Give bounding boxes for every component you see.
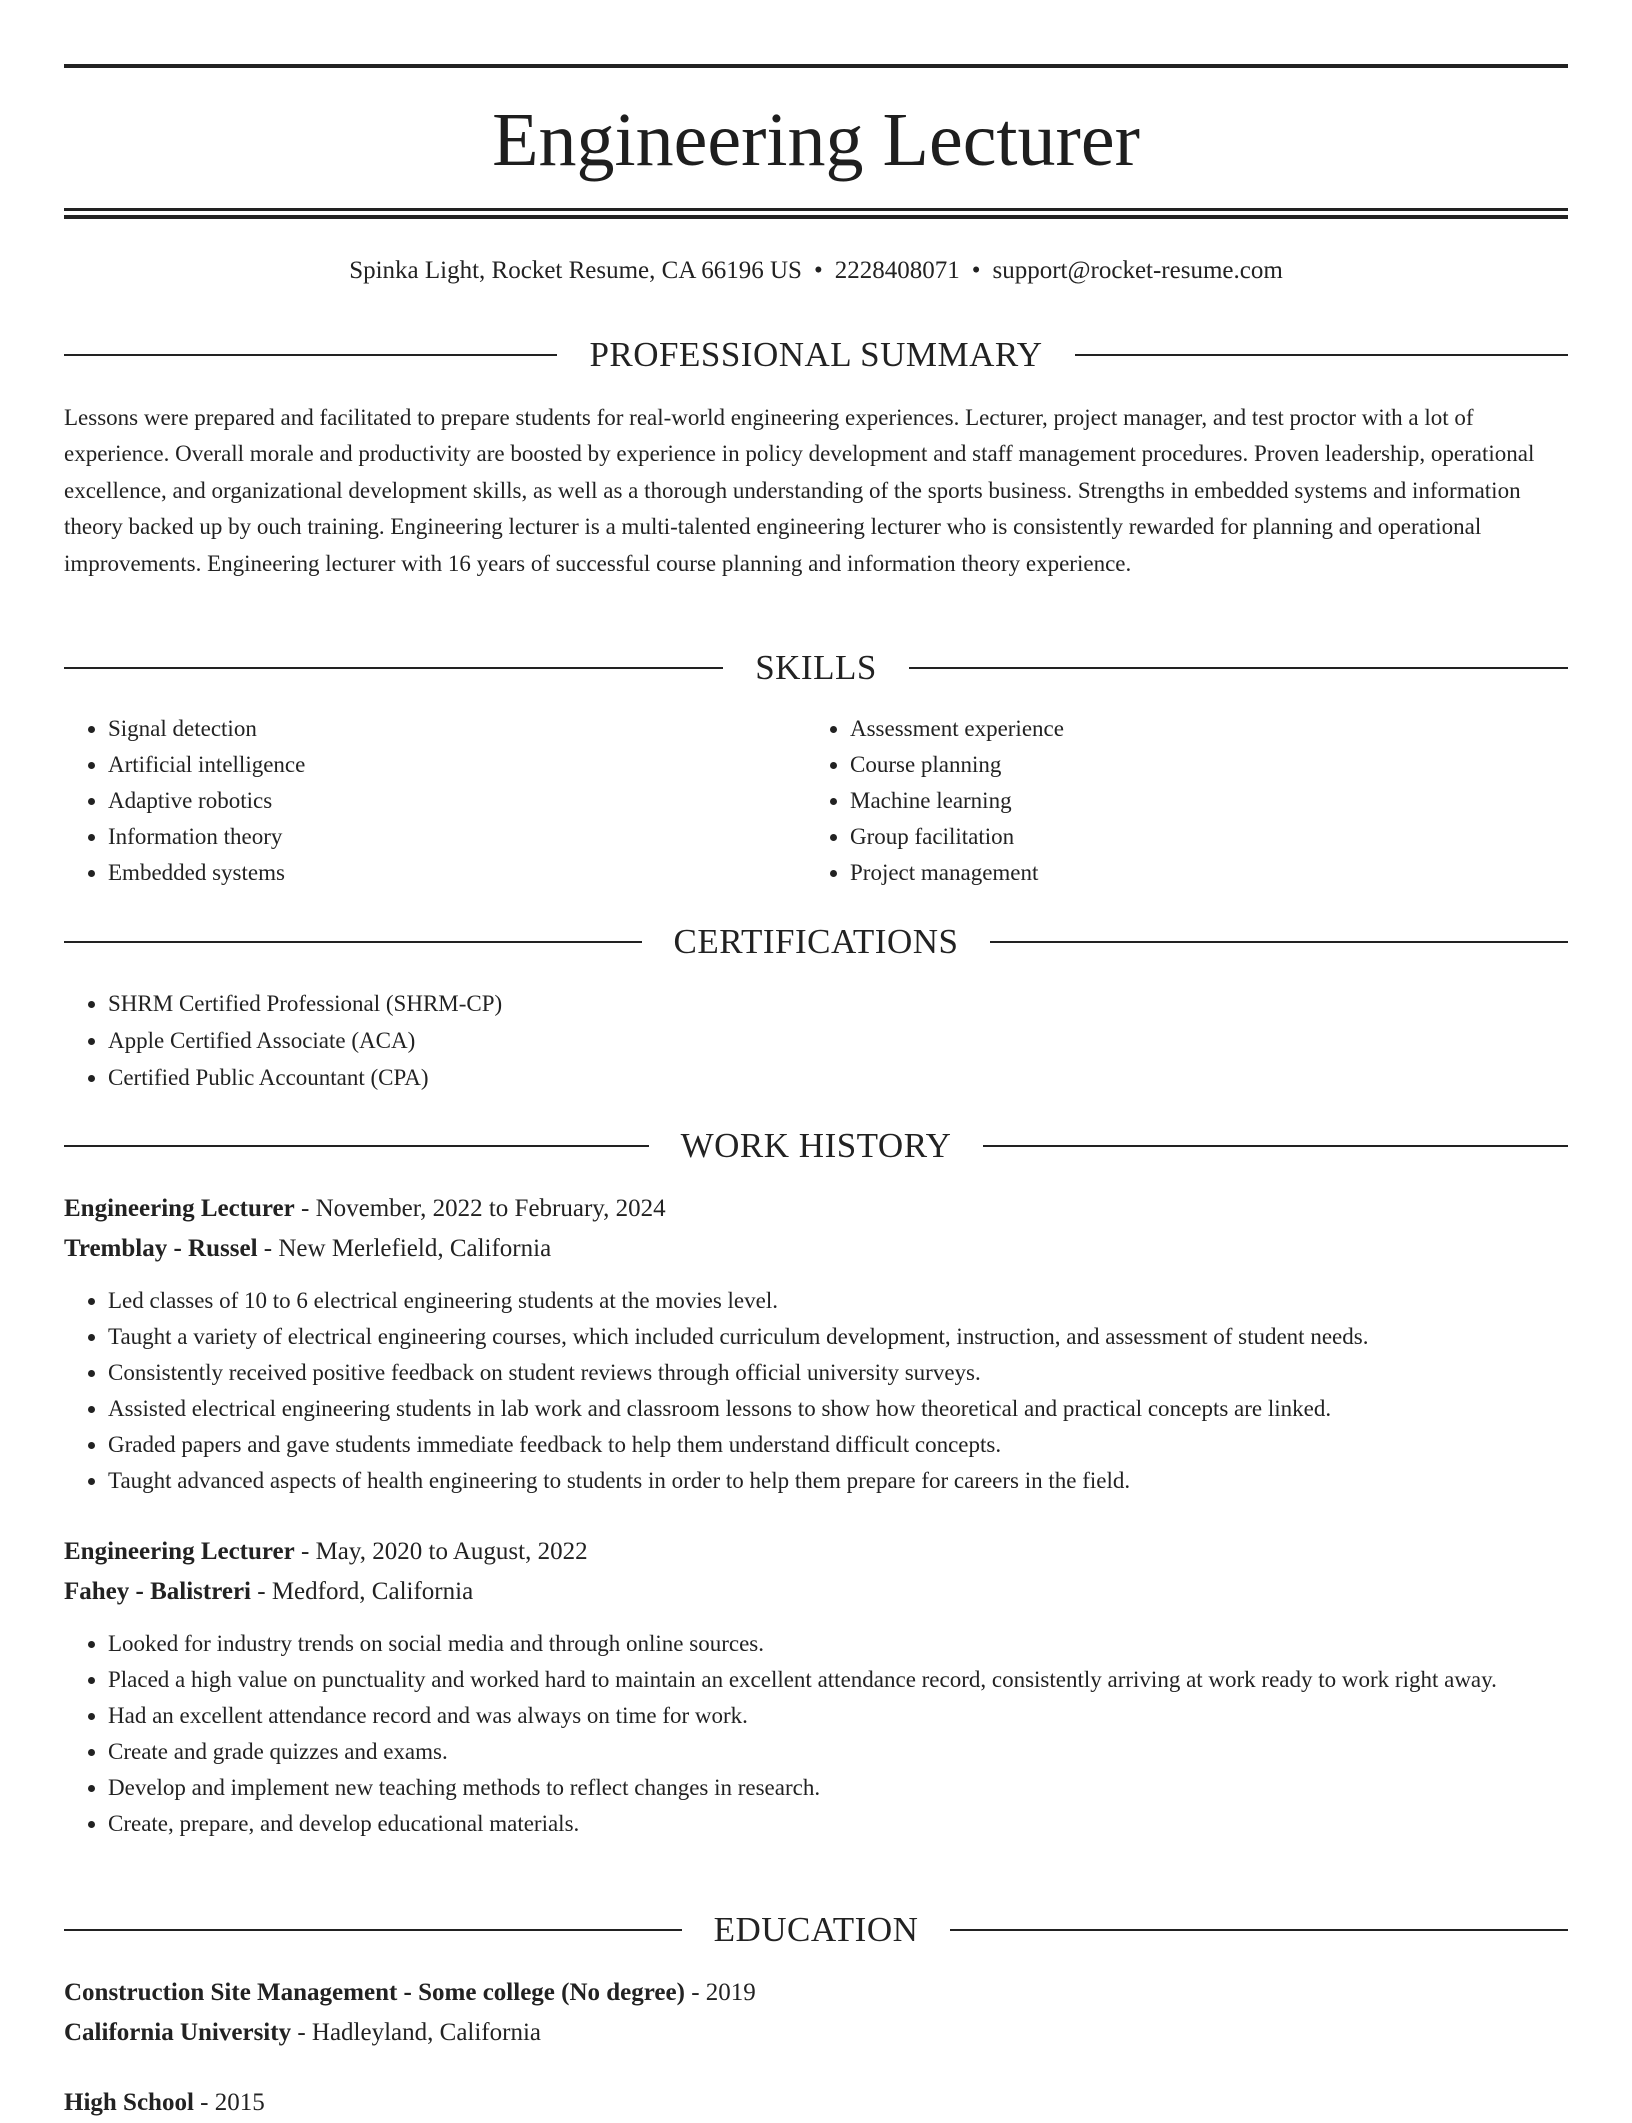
job-bullets — [64, 1283, 1568, 1499]
top-rule — [64, 64, 1568, 68]
section-title: EDUCATION — [713, 1910, 919, 1949]
section-rule — [909, 667, 1568, 669]
education-year: 2019 — [705, 1979, 756, 2006]
job-bullet: • Create and grade quizzes and exams. — [108, 1734, 1568, 1770]
contact-email: support@rocket-resume.com — [992, 257, 1283, 284]
section-header-work — [64, 1121, 1568, 1171]
education-entry — [64, 2083, 1568, 2123]
skill-item: • Artificial intelligence — [108, 747, 764, 783]
skill-item: • Signal detection — [108, 711, 764, 747]
job-bullet: • Graded papers and gave students immediate feedback to help them understand difficult concepts. — [108, 1427, 1568, 1463]
joiner: - — [193, 2089, 215, 2116]
job-employer — [64, 1572, 1568, 1612]
section-rule — [983, 1145, 1568, 1147]
contact-separator: • — [813, 257, 823, 284]
job-heading — [64, 1532, 1568, 1572]
contact-address: Spinka Light, Rocket Resume, CA 66196 US — [349, 257, 802, 284]
section-header-summary — [64, 330, 1568, 380]
section-rule — [1075, 354, 1568, 356]
job-bullet: • Create, prepare, and develop educational materials. — [108, 1806, 1568, 1842]
skills-list — [64, 711, 764, 891]
summary-text: Lessons were prepared and facilitated to prepare students for real-world engineering experiences. Lecturer, project manager, and test proctor with a lot of experience. Overall morale and productivity are boosted by experience in policy development and staff management procedures. Proven leadership, operational excellence, and organizational development skills, as well as a thorough understanding of the sports business. Strengths in embedded systems and information theory backed up by ouch training. Engineering lecturer is a multi-talented engineering lecturer who is consistently rewarded for planning and operational improvements. Engineering lecturer with 16 years of successful course planning and information theory experience. — [64, 405, 1535, 576]
job-bullet: • Looked for industry trends on social media and through online sources. — [108, 1626, 1568, 1662]
contact-phone: 2228408071 — [834, 257, 960, 284]
joiner: - — [291, 2019, 312, 2046]
section-title: WORK HISTORY — [680, 1126, 952, 1165]
education-heading — [64, 2083, 1568, 2123]
section-rule — [64, 354, 557, 356]
section-rule — [64, 667, 723, 669]
section-header-certifications — [64, 917, 1568, 967]
section-rule — [990, 941, 1568, 943]
candidate-title: Engineering Lecturer — [492, 98, 1140, 182]
job-role: Engineering Lecturer — [64, 1195, 295, 1222]
job-bullet: • Placed a high value on punctuality and worked hard to maintain an excellent attendance record, consistently arriving at work ready to work right away. — [108, 1662, 1568, 1698]
job-heading — [64, 1189, 1568, 1229]
joiner: - — [257, 1235, 279, 1262]
job-role: Engineering Lecturer — [64, 1538, 295, 1565]
certification-item: • Apple Certified Associate (ACA) — [108, 1022, 1568, 1059]
skill-item: • Embedded systems — [108, 855, 764, 891]
education-entry — [64, 1973, 1568, 2053]
section-title: PROFESSIONAL SUMMARY — [589, 335, 1043, 374]
education-year: 2015 — [214, 2089, 265, 2116]
section-rule — [64, 941, 642, 943]
skill-item: • Course planning — [850, 747, 1506, 783]
section-rule — [950, 1929, 1568, 1931]
skills-column-right — [806, 711, 1506, 891]
education-degree: Construction Site Management - Some college (No degree) — [64, 1979, 685, 2006]
job-bullet: • Taught advanced aspects of health engineering to students in order to help them prepare for careers in the field. — [108, 1463, 1568, 1499]
job-dates: November, 2022 to February, 2024 — [315, 1195, 666, 1222]
certifications-list — [64, 985, 1568, 1096]
joiner: - — [684, 1979, 706, 2006]
certification-item: • Certified Public Accountant (CPA) — [108, 1059, 1568, 1096]
contact-line — [64, 252, 1568, 290]
section-rule — [64, 1929, 682, 1931]
skill-item: • Information theory — [108, 819, 764, 855]
job-bullet: • Taught a variety of electrical engineering courses, which included curriculum development, instruction, and assessment of student needs. — [108, 1319, 1568, 1355]
skill-item: • Group facilitation — [850, 819, 1506, 855]
job-dates: May, 2020 to August, 2022 — [315, 1538, 588, 1565]
certification-item: • SHRM Certified Professional (SHRM-CP) — [108, 985, 1568, 1022]
job-bullet: • Develop and implement new teaching methods to reflect changes in research. — [108, 1770, 1568, 1806]
job-bullet: • Had an excellent attendance record and was always on time for work. — [108, 1698, 1568, 1734]
job-company: Fahey - Balistreri — [64, 1578, 251, 1605]
joiner: - — [251, 1578, 272, 1605]
job-bullet: • Assisted electrical engineering students in lab work and classroom lessons to show how theoretical and practical concepts are linked. — [108, 1391, 1568, 1427]
section-rule — [64, 1145, 649, 1147]
skill-item: • Machine learning — [850, 783, 1506, 819]
skills-list — [806, 711, 1506, 891]
job-location: Medford, California — [271, 1578, 474, 1605]
job-bullet: • Led classes of 10 to 6 electrical engineering students at the movies level. — [108, 1283, 1568, 1319]
joiner: - — [294, 1538, 316, 1565]
job-entry — [64, 1532, 1568, 1842]
section-title: SKILLS — [755, 648, 877, 687]
job-bullet: • Consistently received positive feedback on student reviews through official university surveys. — [108, 1355, 1568, 1391]
job-bullets — [64, 1626, 1568, 1842]
education-heading — [64, 1973, 1568, 2013]
job-location: New Merlefield, California — [278, 1235, 552, 1262]
certifications-block — [64, 985, 1568, 1096]
section-title: CERTIFICATIONS — [673, 922, 959, 961]
job-entry — [64, 1189, 1568, 1499]
skill-item: • Adaptive robotics — [108, 783, 764, 819]
contact-separator: • — [971, 257, 981, 284]
double-rule — [64, 208, 1568, 219]
section-header-skills — [64, 643, 1568, 693]
skill-item: • Assessment experience — [850, 711, 1506, 747]
job-company: Tremblay - Russel — [64, 1235, 258, 1262]
education-school-line — [64, 2013, 1568, 2053]
job-employer — [64, 1229, 1568, 1269]
education-school: California University — [64, 2019, 292, 2046]
skills-column-left — [64, 711, 764, 891]
section-header-education — [64, 1905, 1568, 1955]
skill-item: • Project management — [850, 855, 1506, 891]
education-location: Hadleyland, California — [311, 2019, 541, 2046]
education-degree: High School — [64, 2089, 194, 2116]
joiner: - — [294, 1195, 316, 1222]
